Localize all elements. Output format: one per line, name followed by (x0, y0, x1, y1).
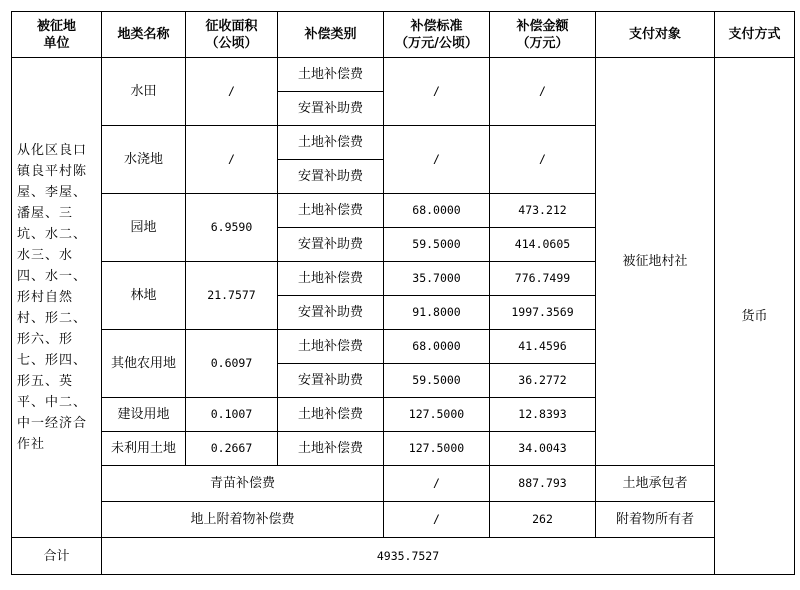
unit-cell: 从化区良口镇良平村陈屋、李屋、潘屋、三坑、水二、水三、水四、水一、形村自然村、形二、形六、形七、形四、形五、英平、中二、中一经济合作社 (12, 58, 102, 538)
amount-cell: 36.2772 (490, 364, 596, 398)
compensation-table (11, 11, 795, 575)
category-cell: 土地补偿费 (278, 58, 384, 92)
area-cell: / (186, 58, 278, 126)
area-cell: 0.2667 (186, 432, 278, 466)
land-type-cell: 林地 (102, 262, 186, 330)
header-payee: 支付对象 (596, 12, 715, 58)
category-cell: 土地补偿费 (278, 262, 384, 296)
category-cell: 土地补偿费 (278, 398, 384, 432)
land-type-cell: 水田 (102, 58, 186, 126)
standard-cell: 127.5000 (384, 432, 490, 466)
payee-main-cell: 被征地村社 (596, 58, 715, 466)
total-label: 合计 (12, 538, 102, 575)
header-row (12, 12, 795, 58)
category-cell: 安置补助费 (278, 296, 384, 330)
amount-cell: 12.8393 (490, 398, 596, 432)
standard-cell: 91.8000 (384, 296, 490, 330)
amount-cell: / (490, 126, 596, 194)
table-row (12, 466, 795, 502)
amount-cell: 262 (490, 502, 596, 538)
category-cell: 安置补助费 (278, 228, 384, 262)
standard-cell: / (384, 58, 490, 126)
header-standard: 补偿标准 （万元/公顷） (384, 12, 490, 58)
payment-method-cell: 货币 (715, 58, 795, 575)
header-unit: 被征地 单位 (12, 12, 102, 58)
extra-name-cell: 青苗补偿费 (102, 466, 384, 502)
amount-cell: 1997.3569 (490, 296, 596, 330)
header-amount: 补偿金额 （万元） (490, 12, 596, 58)
area-cell: 0.1007 (186, 398, 278, 432)
total-row (12, 538, 795, 575)
area-cell: / (186, 126, 278, 194)
amount-cell: / (490, 58, 596, 126)
standard-cell: 35.7000 (384, 262, 490, 296)
category-cell: 安置补助费 (278, 92, 384, 126)
standard-cell: 59.5000 (384, 364, 490, 398)
land-type-cell: 园地 (102, 194, 186, 262)
total-value: 4935.7527 (102, 538, 715, 575)
amount-cell: 473.212 (490, 194, 596, 228)
amount-cell: 34.0043 (490, 432, 596, 466)
land-type-cell: 水浇地 (102, 126, 186, 194)
land-type-cell: 其他农用地 (102, 330, 186, 398)
table-row (12, 58, 795, 92)
standard-cell: 59.5000 (384, 228, 490, 262)
header-area: 征收面积 （公顷） (186, 12, 278, 58)
table-body (12, 58, 795, 575)
land-type-cell: 建设用地 (102, 398, 186, 432)
amount-cell: 776.7499 (490, 262, 596, 296)
category-cell: 土地补偿费 (278, 194, 384, 228)
standard-cell: 68.0000 (384, 194, 490, 228)
header-method: 支付方式 (715, 12, 795, 58)
standard-cell: 127.5000 (384, 398, 490, 432)
area-cell: 21.7577 (186, 262, 278, 330)
standard-cell: / (384, 126, 490, 194)
payee-cell: 土地承包者 (596, 466, 715, 502)
amount-cell: 41.4596 (490, 330, 596, 364)
table-row (12, 502, 795, 538)
standard-cell: / (384, 466, 490, 502)
payee-cell: 附着物所有者 (596, 502, 715, 538)
land-type-cell: 未利用土地 (102, 432, 186, 466)
category-cell: 安置补助费 (278, 364, 384, 398)
header-land-type: 地类名称 (102, 12, 186, 58)
header-category: 补偿类别 (278, 12, 384, 58)
extra-name-cell: 地上附着物补偿费 (102, 502, 384, 538)
area-cell: 6.9590 (186, 194, 278, 262)
amount-cell: 414.0605 (490, 228, 596, 262)
category-cell: 土地补偿费 (278, 432, 384, 466)
area-cell: 0.6097 (186, 330, 278, 398)
category-cell: 土地补偿费 (278, 330, 384, 364)
amount-cell: 887.793 (490, 466, 596, 502)
standard-cell: / (384, 502, 490, 538)
standard-cell: 68.0000 (384, 330, 490, 364)
category-cell: 安置补助费 (278, 160, 384, 194)
category-cell: 土地补偿费 (278, 126, 384, 160)
